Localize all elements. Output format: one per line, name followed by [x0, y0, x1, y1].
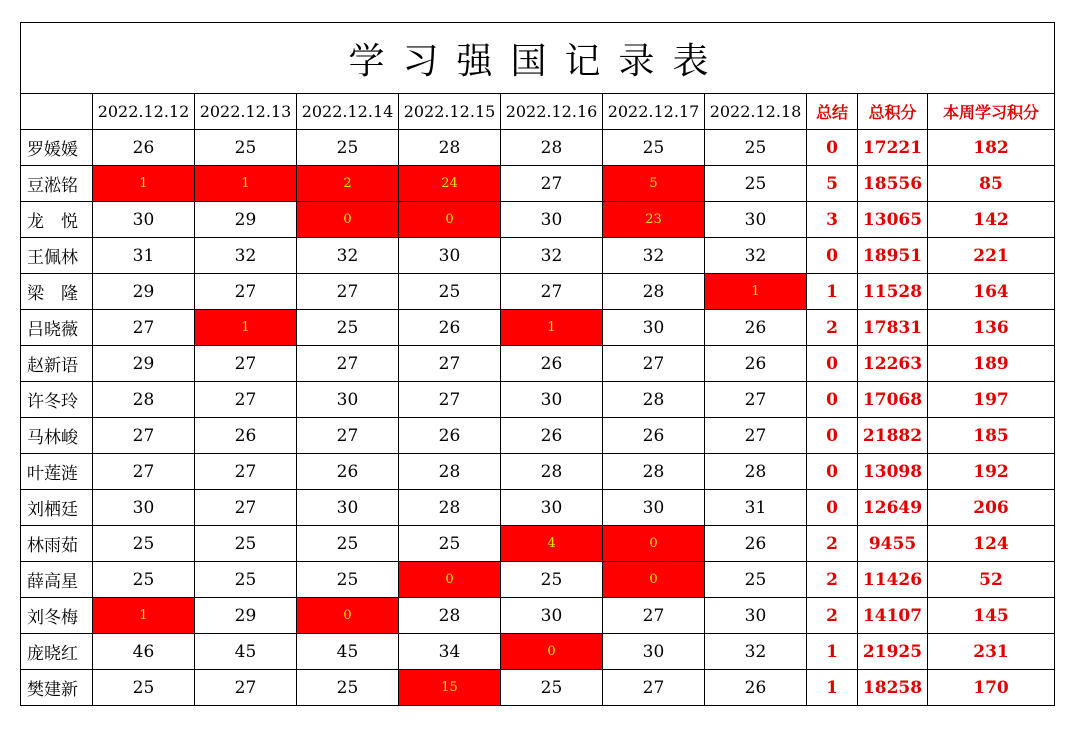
total-score-cell: 14107 [858, 598, 928, 634]
daily-score-cell: 27 [399, 382, 501, 418]
total-score-cell: 21925 [858, 634, 928, 670]
daily-score-cell: 27 [195, 274, 297, 310]
daily-score-cell: 26 [399, 418, 501, 454]
total-score-cell: 12649 [858, 490, 928, 526]
table-row [21, 130, 1055, 166]
daily-score-cell: 25 [93, 562, 195, 598]
total-score-cell: 17221 [858, 130, 928, 166]
daily-score-cell: 0 [297, 202, 399, 238]
daily-score-cell: 26 [297, 454, 399, 490]
weekly-score-cell: 124 [928, 526, 1055, 562]
daily-score-cell: 31 [705, 490, 807, 526]
daily-score-cell: 32 [195, 238, 297, 274]
daily-score-cell: 34 [399, 634, 501, 670]
table-row [21, 454, 1055, 490]
daily-score-cell: 30 [705, 202, 807, 238]
table-row [21, 490, 1055, 526]
daily-score-cell: 28 [603, 274, 705, 310]
table-row [21, 634, 1055, 670]
summary-cell: 0 [807, 238, 858, 274]
daily-score-cell: 31 [93, 238, 195, 274]
daily-score-cell: 32 [297, 238, 399, 274]
daily-score-cell: 29 [93, 346, 195, 382]
total-score-cell: 17831 [858, 310, 928, 346]
daily-score-cell: 30 [93, 490, 195, 526]
member-name: 吕晓薇 [21, 310, 93, 346]
summary-cell: 1 [807, 634, 858, 670]
daily-score-cell: 0 [399, 202, 501, 238]
daily-score-cell: 27 [501, 166, 603, 202]
daily-score-cell: 27 [399, 346, 501, 382]
total-score-cell: 18556 [858, 166, 928, 202]
daily-score-cell: 32 [705, 238, 807, 274]
daily-score-cell: 30 [399, 238, 501, 274]
daily-score-cell: 27 [195, 454, 297, 490]
daily-score-cell: 27 [603, 670, 705, 706]
daily-score-cell: 26 [399, 310, 501, 346]
daily-score-cell: 30 [603, 310, 705, 346]
header-date: 2022.12.12 [93, 94, 195, 130]
summary-cell: 2 [807, 310, 858, 346]
header-date: 2022.12.17 [603, 94, 705, 130]
table-row [21, 310, 1055, 346]
daily-score-cell: 28 [93, 382, 195, 418]
daily-score-cell: 25 [297, 310, 399, 346]
weekly-score-cell: 52 [928, 562, 1055, 598]
daily-score-cell: 4 [501, 526, 603, 562]
daily-score-cell: 26 [705, 670, 807, 706]
daily-score-cell: 30 [501, 382, 603, 418]
daily-score-cell: 25 [93, 670, 195, 706]
daily-score-cell: 27 [297, 346, 399, 382]
member-name: 龙 悦 [21, 202, 93, 238]
daily-score-cell: 0 [501, 634, 603, 670]
daily-score-cell: 27 [297, 418, 399, 454]
daily-score-cell: 25 [195, 526, 297, 562]
table-row [21, 562, 1055, 598]
daily-score-cell: 30 [501, 490, 603, 526]
daily-score-cell: 26 [705, 310, 807, 346]
daily-score-cell: 28 [399, 490, 501, 526]
daily-score-cell: 27 [93, 418, 195, 454]
daily-score-cell: 0 [399, 562, 501, 598]
daily-score-cell: 25 [603, 130, 705, 166]
daily-score-cell: 27 [195, 346, 297, 382]
table-row [21, 166, 1055, 202]
daily-score-cell: 25 [195, 562, 297, 598]
daily-score-cell: 29 [195, 202, 297, 238]
weekly-score-cell: 182 [928, 130, 1055, 166]
daily-score-cell: 2 [297, 166, 399, 202]
weekly-score-cell: 197 [928, 382, 1055, 418]
weekly-score-cell: 136 [928, 310, 1055, 346]
header-total: 总积分 [858, 94, 928, 130]
daily-score-cell: 25 [297, 130, 399, 166]
daily-score-cell: 32 [705, 634, 807, 670]
daily-score-cell: 25 [705, 166, 807, 202]
header-date: 2022.12.18 [705, 94, 807, 130]
daily-score-cell: 45 [297, 634, 399, 670]
member-name: 樊建新 [21, 670, 93, 706]
daily-score-cell: 29 [195, 598, 297, 634]
daily-score-cell: 27 [603, 598, 705, 634]
daily-score-cell: 27 [195, 670, 297, 706]
summary-cell: 1 [807, 274, 858, 310]
member-name: 罗媛媛 [21, 130, 93, 166]
weekly-score-cell: 231 [928, 634, 1055, 670]
summary-cell: 5 [807, 166, 858, 202]
daily-score-cell: 28 [399, 130, 501, 166]
table-row [21, 238, 1055, 274]
daily-score-cell: 5 [603, 166, 705, 202]
daily-score-cell: 25 [297, 670, 399, 706]
daily-score-cell: 32 [603, 238, 705, 274]
summary-cell: 0 [807, 454, 858, 490]
weekly-score-cell: 145 [928, 598, 1055, 634]
member-name: 庞晓红 [21, 634, 93, 670]
header-date: 2022.12.16 [501, 94, 603, 130]
weekly-score-cell: 189 [928, 346, 1055, 382]
daily-score-cell: 32 [501, 238, 603, 274]
member-name: 梁 隆 [21, 274, 93, 310]
table-row [21, 346, 1055, 382]
daily-score-cell: 46 [93, 634, 195, 670]
member-name: 林雨茹 [21, 526, 93, 562]
total-score-cell: 13098 [858, 454, 928, 490]
daily-score-cell: 15 [399, 670, 501, 706]
daily-score-cell: 1 [93, 166, 195, 202]
daily-score-cell: 1 [705, 274, 807, 310]
weekly-score-cell: 221 [928, 238, 1055, 274]
member-name: 刘冬梅 [21, 598, 93, 634]
daily-score-cell: 28 [501, 130, 603, 166]
daily-score-cell: 27 [93, 310, 195, 346]
summary-cell: 2 [807, 526, 858, 562]
daily-score-cell: 25 [705, 562, 807, 598]
daily-score-cell: 25 [705, 130, 807, 166]
member-name: 马林峻 [21, 418, 93, 454]
daily-score-cell: 28 [399, 598, 501, 634]
daily-score-cell: 27 [705, 418, 807, 454]
daily-score-cell: 30 [705, 598, 807, 634]
daily-score-cell: 1 [93, 598, 195, 634]
header-name-blank [21, 94, 93, 130]
daily-score-cell: 30 [297, 382, 399, 418]
title-row [21, 23, 1055, 94]
table-row [21, 274, 1055, 310]
weekly-score-cell: 142 [928, 202, 1055, 238]
daily-score-cell: 30 [93, 202, 195, 238]
daily-score-cell: 45 [195, 634, 297, 670]
daily-score-cell: 30 [501, 202, 603, 238]
member-name: 许冬玲 [21, 382, 93, 418]
summary-cell: 3 [807, 202, 858, 238]
daily-score-cell: 1 [501, 310, 603, 346]
daily-score-cell: 27 [195, 382, 297, 418]
daily-score-cell: 25 [297, 526, 399, 562]
daily-score-cell: 25 [297, 562, 399, 598]
header-date: 2022.12.13 [195, 94, 297, 130]
daily-score-cell: 28 [705, 454, 807, 490]
summary-cell: 1 [807, 670, 858, 706]
weekly-score-cell: 185 [928, 418, 1055, 454]
daily-score-cell: 27 [705, 382, 807, 418]
table-row [21, 382, 1055, 418]
total-score-cell: 13065 [858, 202, 928, 238]
total-score-cell: 9455 [858, 526, 928, 562]
member-name: 王佩林 [21, 238, 93, 274]
daily-score-cell: 26 [93, 130, 195, 166]
daily-score-cell: 27 [195, 490, 297, 526]
summary-cell: 0 [807, 490, 858, 526]
summary-cell: 0 [807, 418, 858, 454]
member-name: 赵新语 [21, 346, 93, 382]
member-name: 薛高星 [21, 562, 93, 598]
daily-score-cell: 28 [399, 454, 501, 490]
member-name: 叶莲涟 [21, 454, 93, 490]
daily-score-cell: 23 [603, 202, 705, 238]
total-score-cell: 21882 [858, 418, 928, 454]
daily-score-cell: 30 [501, 598, 603, 634]
daily-score-cell: 24 [399, 166, 501, 202]
daily-score-cell: 1 [195, 310, 297, 346]
daily-score-cell: 30 [603, 634, 705, 670]
summary-cell: 0 [807, 346, 858, 382]
table-row [21, 526, 1055, 562]
daily-score-cell: 25 [399, 526, 501, 562]
daily-score-cell: 0 [603, 562, 705, 598]
header-row [21, 94, 1055, 130]
daily-score-cell: 1 [195, 166, 297, 202]
total-score-cell: 12263 [858, 346, 928, 382]
daily-score-cell: 27 [501, 274, 603, 310]
record-sheet [20, 22, 1055, 706]
daily-score-cell: 26 [705, 526, 807, 562]
header-date: 2022.12.14 [297, 94, 399, 130]
member-name: 刘栖廷 [21, 490, 93, 526]
total-score-cell: 11528 [858, 274, 928, 310]
summary-cell: 2 [807, 562, 858, 598]
record-table [20, 22, 1055, 706]
table-row [21, 418, 1055, 454]
weekly-score-cell: 164 [928, 274, 1055, 310]
total-score-cell: 11426 [858, 562, 928, 598]
daily-score-cell: 26 [501, 346, 603, 382]
total-score-cell: 18951 [858, 238, 928, 274]
daily-score-cell: 30 [603, 490, 705, 526]
daily-score-cell: 0 [603, 526, 705, 562]
daily-score-cell: 30 [297, 490, 399, 526]
daily-score-cell: 29 [93, 274, 195, 310]
summary-cell: 0 [807, 130, 858, 166]
daily-score-cell: 26 [501, 418, 603, 454]
weekly-score-cell: 192 [928, 454, 1055, 490]
daily-score-cell: 25 [399, 274, 501, 310]
table-row [21, 670, 1055, 706]
weekly-score-cell: 170 [928, 670, 1055, 706]
total-score-cell: 17068 [858, 382, 928, 418]
member-name: 豆淞铭 [21, 166, 93, 202]
daily-score-cell: 26 [603, 418, 705, 454]
daily-score-cell: 26 [705, 346, 807, 382]
daily-score-cell: 26 [195, 418, 297, 454]
daily-score-cell: 27 [603, 346, 705, 382]
total-score-cell: 18258 [858, 670, 928, 706]
daily-score-cell: 25 [93, 526, 195, 562]
summary-cell: 0 [807, 382, 858, 418]
daily-score-cell: 25 [195, 130, 297, 166]
summary-cell: 2 [807, 598, 858, 634]
daily-score-cell: 27 [297, 274, 399, 310]
header-weekly: 本周学习积分 [928, 94, 1055, 130]
daily-score-cell: 25 [501, 562, 603, 598]
daily-score-cell: 0 [297, 598, 399, 634]
daily-score-cell: 25 [501, 670, 603, 706]
header-summary: 总结 [807, 94, 858, 130]
weekly-score-cell: 206 [928, 490, 1055, 526]
weekly-score-cell: 85 [928, 166, 1055, 202]
table-row [21, 202, 1055, 238]
daily-score-cell: 28 [501, 454, 603, 490]
daily-score-cell: 27 [93, 454, 195, 490]
table-row [21, 598, 1055, 634]
daily-score-cell: 28 [603, 454, 705, 490]
page-title: 学习强国记录表 [21, 23, 1055, 94]
daily-score-cell: 28 [603, 382, 705, 418]
header-date: 2022.12.15 [399, 94, 501, 130]
